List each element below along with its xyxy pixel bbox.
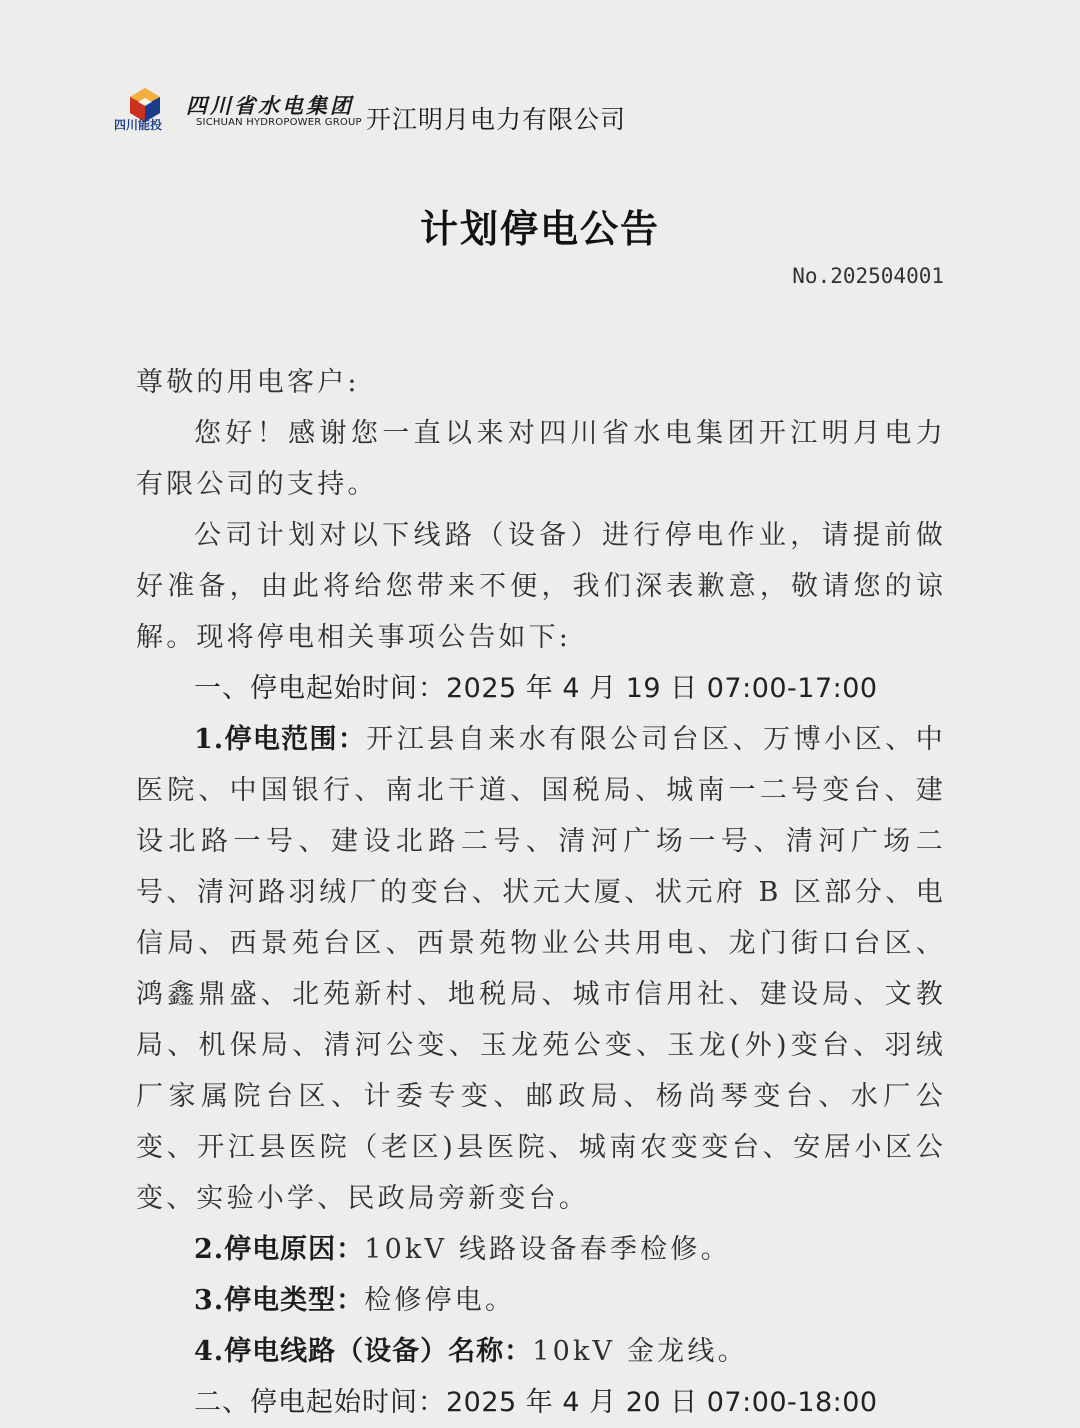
group-name-en: SICHUAN HYDROPOWER GROUP [196,117,362,128]
notice-body [136,357,946,1428]
outage-line [136,1326,946,1377]
section2-heading-label: 二、停电起始时间： [194,1387,446,1418]
section1-heading-label: 一、停电起始时间： [194,673,446,704]
section1-time: 2025 年 4 月 19 日 07:00-17:00 [446,673,878,704]
company-name: 开江明月电力有限公司 [366,105,627,134]
outage-line-text: 10kV 金龙线。 [532,1336,748,1367]
outage-type-text: 检修停电。 [364,1285,516,1316]
greeting: 尊敬的用电客户: [136,367,360,398]
outage-range-text: 开江县自来水有限公司台区、万博小区、中医院、中国银行、南北干道、国税局、城南一二号变台、建设北路一号、建设北路二号、清河广场一号、清河广场二号、清河路羽绒厂的变台、状元大厦、状元府 B 区部分、电信局、西景苑台区、西景苑物业公共用电、龙门街口台区、鸿鑫鼎盛、北苑新村、地税局、城市信用社、建设局、文教局、机保局、清河公变、玉龙苑公变、玉龙(外)变台、羽绒厂家属院台区、计委专变、邮政局、杨尚琴变台、水厂公变、开江县医院（老区)县医院、城南农变变台、安居小区公变、实验小学、民政局旁新变台。 [136,724,946,1214]
group-name-cn: 四川省水电集团 [186,94,354,118]
logo-abbreviation: 四川能投 [114,118,163,132]
outage-reason-label: 2.停电原因： [194,1234,365,1265]
page-title: 计划停电公告 [419,207,660,251]
outage-reason-text: 10kV 线路设备春季检修。 [364,1234,731,1265]
section2-time: 2025 年 4 月 20 日 07:00-18:00 [446,1387,878,1418]
section1-heading [136,663,946,714]
intro-paragraph: 您好！感谢您一直以来对四川省水电集团开江明月电力有限公司的支持。 [136,418,946,500]
outage-range [136,714,946,1224]
outage-reason [136,1224,946,1275]
section2-heading [136,1377,946,1428]
outage-range-label: 1.停电范围： [194,724,367,755]
document-number: No.202504001 [792,264,944,288]
outage-line-label: 4.停电线路（设备）名称： [194,1336,533,1367]
outage-type [136,1275,946,1326]
outage-type-label: 3.停电类型： [194,1285,365,1316]
notice-paragraph: 公司计划对以下线路（设备）进行停电作业，请提前做好准备，由此将给您带来不便，我们深表歉意，敬请您的谅解。现将停电相关事项公告如下: [136,520,946,653]
